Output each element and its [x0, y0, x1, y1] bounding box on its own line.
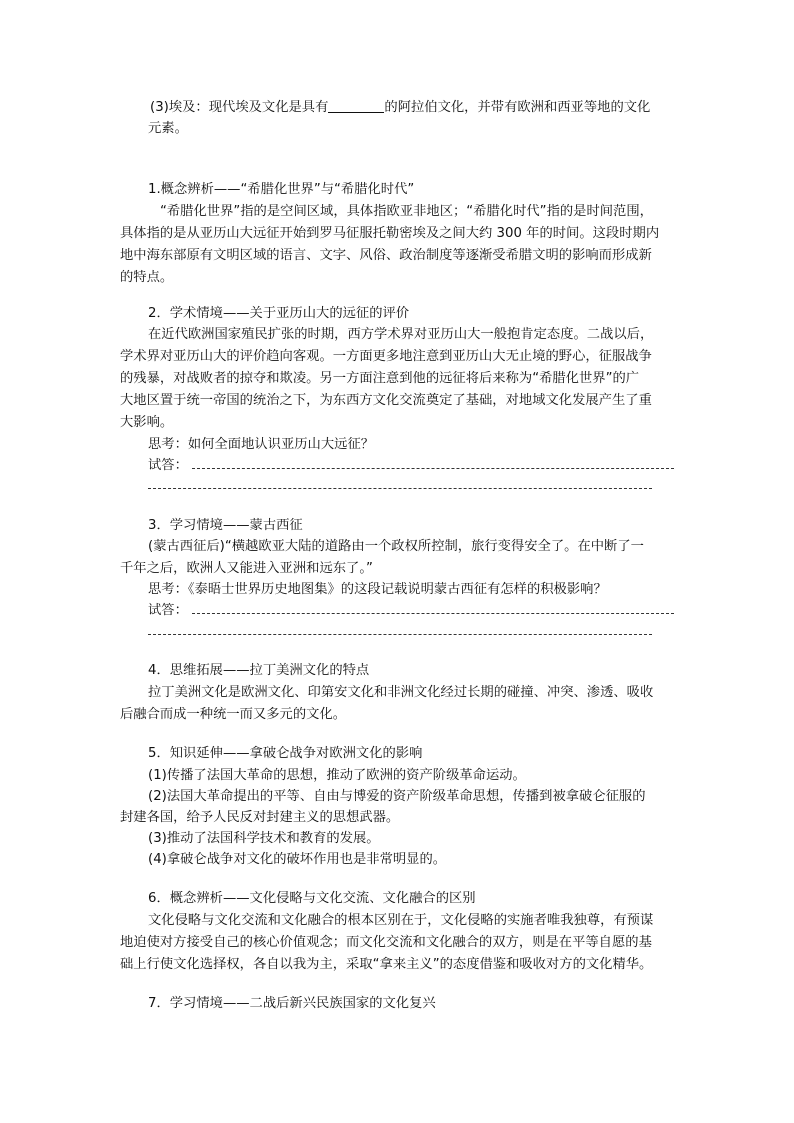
section-2-line: 的残暴，对战败者的掠夺和欺凌。另一方面注意到他的远征将后来称为“希腊化世界”的广: [120, 371, 640, 386]
section-1-line: 具体指的是从亚历山大远征开始到罗马征服托勒密埃及之间大约 300 年的时间。这段时期内: [120, 226, 660, 241]
section-6-heading: 6．概念辨析——文化侵略与文化交流、文化融合的区别: [148, 891, 476, 906]
section-1-line: 地中海东部原有文明区域的语言、文字、风俗、政治制度等逐渐受希腊文明的影响而形成新: [120, 248, 652, 263]
egypt-text-after-blank: 的阿拉伯文化，并带有欧洲和西亚等地的文化: [384, 100, 651, 115]
section-2-answer-label: 试答：: [148, 458, 188, 473]
section-5-line: (4)拿破仑战争对文化的破坏作用也是非常明显的。: [148, 852, 447, 867]
fill-in-blank[interactable]: [328, 98, 384, 113]
section-2-line: 大地区置于统一帝国的统治之下，为东西方文化交流奠定了基础，对地域文化发展产生了重: [120, 393, 652, 408]
section-2-line: 大影响。: [120, 415, 174, 430]
section-5-heading: 5．知识延伸——拿破仑战争对欧洲文化的影响: [148, 746, 423, 761]
egypt-item-line-1: [148, 98, 678, 118]
section-1-line: 的特点。: [120, 270, 174, 285]
section-2-think: 思考：如何全面地认识亚历山大远征？: [148, 437, 375, 452]
section-5-line: (1)传播了法国大革命的思想，推动了欧洲的资产阶级革命运动。: [148, 768, 526, 783]
section-1-heading: 1.概念辨析——“希腊化世界”与“希腊化时代”: [148, 182, 415, 197]
section-6-line: 文化侵略与文化交流和文化融合的根本区别在于，文化侵略的实施者唯我独尊，有预谋: [148, 913, 654, 928]
section-3-answer-label: 试答：: [148, 603, 188, 618]
egypt-text-before-blank: (3)埃及：现代埃及文化是具有: [150, 100, 329, 115]
section-4-line: 后融合而成一种统一而又多元的文化。: [120, 707, 347, 722]
section-1-line: “希腊化世界”指的是空间区域，具体指欧亚非地区；“希腊化时代”指的是时间范围，: [160, 204, 653, 219]
egypt-item-line-2: 元素。: [148, 121, 188, 136]
section-3-line: 千年之后，欧洲人又能进入亚洲和远东了。”: [120, 561, 373, 576]
answer-line[interactable]: [192, 468, 674, 469]
section-7-heading: 7．学习情境——二战后新兴民族国家的文化复兴: [148, 996, 436, 1011]
section-5-line: 封建各国，给予人民反对封建主义的思想武器。: [120, 810, 400, 825]
answer-line[interactable]: [148, 488, 652, 489]
section-5-line: (3)推动了法国科学技术和教育的发展。: [148, 831, 380, 846]
answer-line[interactable]: [192, 613, 674, 614]
answer-line[interactable]: [148, 634, 652, 635]
section-2-line: 在近代欧洲国家殖民扩张的时期，西方学术界对亚历山大一般抱肯定态度。二战以后，: [148, 327, 654, 342]
section-4-line: 拉丁美洲文化是欧洲文化、印第安文化和非洲文化经过长期的碰撞、冲突、渗透、吸收: [148, 685, 654, 700]
section-3-line: (蒙古西征后)“横越欧亚大陆的道路由一个政权所控制，旅行变得安全了。在中断了一: [148, 539, 644, 554]
section-5-line: (2)法国大革命提出的平等、自由与博爱的资产阶级革命思想，传播到被拿破仑征服的: [148, 789, 646, 804]
section-3-heading: 3．学习情境——蒙古西征: [148, 518, 303, 533]
section-3-think: 思考：《泰晤士世界历史地图集》的这段记载说明蒙古西征有怎样的积极影响？: [148, 582, 607, 597]
section-6-line: 地迫使对方接受自己的核心价值观念；而文化交流和文化融合的双方，则是在平等自愿的基: [120, 935, 652, 950]
section-2-line: 学术界对亚历山大的评价趋向客观。一方面更多地注意到亚历山大无止境的野心，征服战争: [120, 349, 652, 364]
section-2-heading: 2．学术情境——关于亚历山大的远征的评价: [148, 306, 410, 321]
section-6-line: 础上行使文化选择权，各自以我为主，采取“拿来主义”的态度借鉴和吸收对方的文化精华。: [120, 957, 653, 972]
section-4-heading: 4．思维拓展——拉丁美洲文化的特点: [148, 663, 370, 678]
